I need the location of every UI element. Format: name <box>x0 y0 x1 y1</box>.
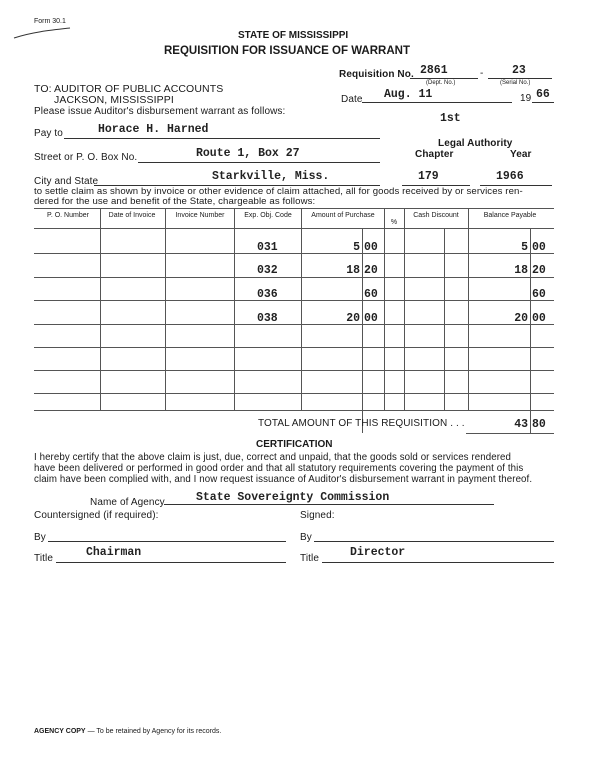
dept-number: 2861 <box>420 64 448 77</box>
form-title: REQUISITION FOR ISSUANCE OF WARRANT <box>164 45 410 57</box>
settle-text-2: dered for the use and benefit of the State, chargeable as follows: <box>34 196 316 207</box>
street-label: Street or P. O. Box No. <box>34 152 138 163</box>
header-po-number: P. O. Number <box>47 212 89 219</box>
year-line <box>532 102 554 103</box>
city-value: Starkville, Miss. <box>212 170 330 183</box>
header-invoice-date: Date of Invoice <box>108 212 156 219</box>
title-line-left <box>56 562 286 563</box>
state-heading: STATE OF MISSISSIPPI <box>238 30 349 41</box>
dash: - <box>480 68 484 79</box>
to-city: JACKSON, MISSISSIPPI <box>54 94 174 106</box>
balance-cents: 60 <box>532 288 546 301</box>
date-value: Aug. 11 <box>384 88 433 101</box>
requisition-label: Requisition No. <box>339 69 414 80</box>
total-dollars: 43 <box>514 418 528 431</box>
agency-value: State Sovereignty Commission <box>196 491 390 504</box>
pay-to-label: Pay to <box>34 128 63 139</box>
settle-text-1: to settle claim as shown by invoice or other evidence of claim attached, all for goods received by or services ren- <box>34 186 523 197</box>
pay-to-line <box>64 138 380 139</box>
copy-label: AGENCY COPY <box>34 728 86 735</box>
header-percent: % <box>390 219 398 226</box>
balance-cents: 20 <box>532 264 546 277</box>
chapter-label: Chapter <box>415 149 454 160</box>
law-year-value: 1966 <box>496 170 524 183</box>
by-line-right <box>314 541 554 542</box>
header-invoice-number: Invoice Number <box>175 212 225 219</box>
balance-dollars: 5 <box>521 241 528 254</box>
amount-dollars: 18 <box>346 264 360 277</box>
obj-code: 038 <box>257 312 278 325</box>
street-value: Route 1, Box 27 <box>196 147 300 160</box>
footer-copy <box>34 728 221 735</box>
amount-cents: 60 <box>364 288 378 301</box>
header-obj-code: Exp. Obj. Code <box>244 212 292 219</box>
amount-cents: 00 <box>364 312 378 325</box>
pen-mark <box>12 24 72 44</box>
obj-code: 036 <box>257 288 278 301</box>
balance-dollars: 18 <box>514 264 528 277</box>
city-label: City and State <box>34 176 99 187</box>
certification-title: CERTIFICATION <box>256 439 333 450</box>
title-line-right <box>322 562 554 563</box>
serial-number: 23 <box>512 64 526 77</box>
amount-cents: 20 <box>364 264 378 277</box>
total-label: TOTAL AMOUNT OF THIS REQUISITION . . . <box>258 418 465 429</box>
amount-cents: 00 <box>364 241 378 254</box>
title-label-left: Title <box>34 553 54 564</box>
obj-code: 032 <box>257 264 278 277</box>
by-label-left: By <box>34 532 46 543</box>
serial-caption: (Serial No.) <box>500 80 531 86</box>
date-line <box>362 102 512 103</box>
agency-label: Name of Agency <box>90 497 165 508</box>
year-suffix: 66 <box>536 88 550 101</box>
agency-line <box>164 504 494 505</box>
left-title-value: Chairman <box>86 546 142 559</box>
balance-dollars: 20 <box>514 312 528 325</box>
amount-dollars: 20 <box>346 312 360 325</box>
certification-line-3: claim have been complied with, and I now request issuance of Auditor's disbursement warrant in payment thereof. <box>34 474 533 485</box>
countersigned-label: Countersigned (if required): <box>34 510 159 521</box>
balance-cents: 00 <box>532 241 546 254</box>
to-auditor: TO: AUDITOR OF PUBLIC ACCOUNTS <box>34 83 224 95</box>
certification-line-1: I hereby certify that the above claim is just, due, correct and unpaid, that the goods sold or services rendered <box>34 452 511 463</box>
obj-code: 031 <box>257 241 278 254</box>
title-label-right: Title <box>300 553 320 564</box>
balance-cents: 00 <box>532 312 546 325</box>
pay-to-value: Horace H. Harned <box>98 123 209 136</box>
header-balance: Balance Payable <box>483 212 537 219</box>
copy-text: — To be retained by Agency for its records. <box>87 728 222 735</box>
date-label: Date <box>341 94 363 105</box>
right-title-value: Director <box>350 546 406 559</box>
header-amount: Amount of Purchase <box>311 212 375 219</box>
dept-number-line <box>410 78 478 79</box>
dept-caption: (Dept. No.) <box>426 80 456 86</box>
total-cents: 80 <box>532 418 546 431</box>
form-number: Form 30.1 <box>34 18 66 25</box>
legal-authority-label: Legal Authority <box>438 138 513 149</box>
by-line-left <box>48 541 286 542</box>
chapter-value: 179 <box>418 170 439 183</box>
session-value: 1st <box>440 112 461 125</box>
serial-number-line <box>488 78 552 79</box>
year-prefix: 19 <box>520 93 532 104</box>
year-label: Year <box>510 149 532 160</box>
street-line <box>138 162 380 163</box>
certification-line-2: have been delivered or performed in good order and that all statutory requirements covering the payment of this <box>34 463 524 474</box>
by-label-right: By <box>300 532 312 543</box>
please-issue: Please issue Auditor's disbursement warrant as follows: <box>34 106 286 117</box>
header-cash-discount: Cash Discount <box>413 212 459 219</box>
signed-label: Signed: <box>300 510 335 521</box>
amount-dollars: 5 <box>353 241 360 254</box>
